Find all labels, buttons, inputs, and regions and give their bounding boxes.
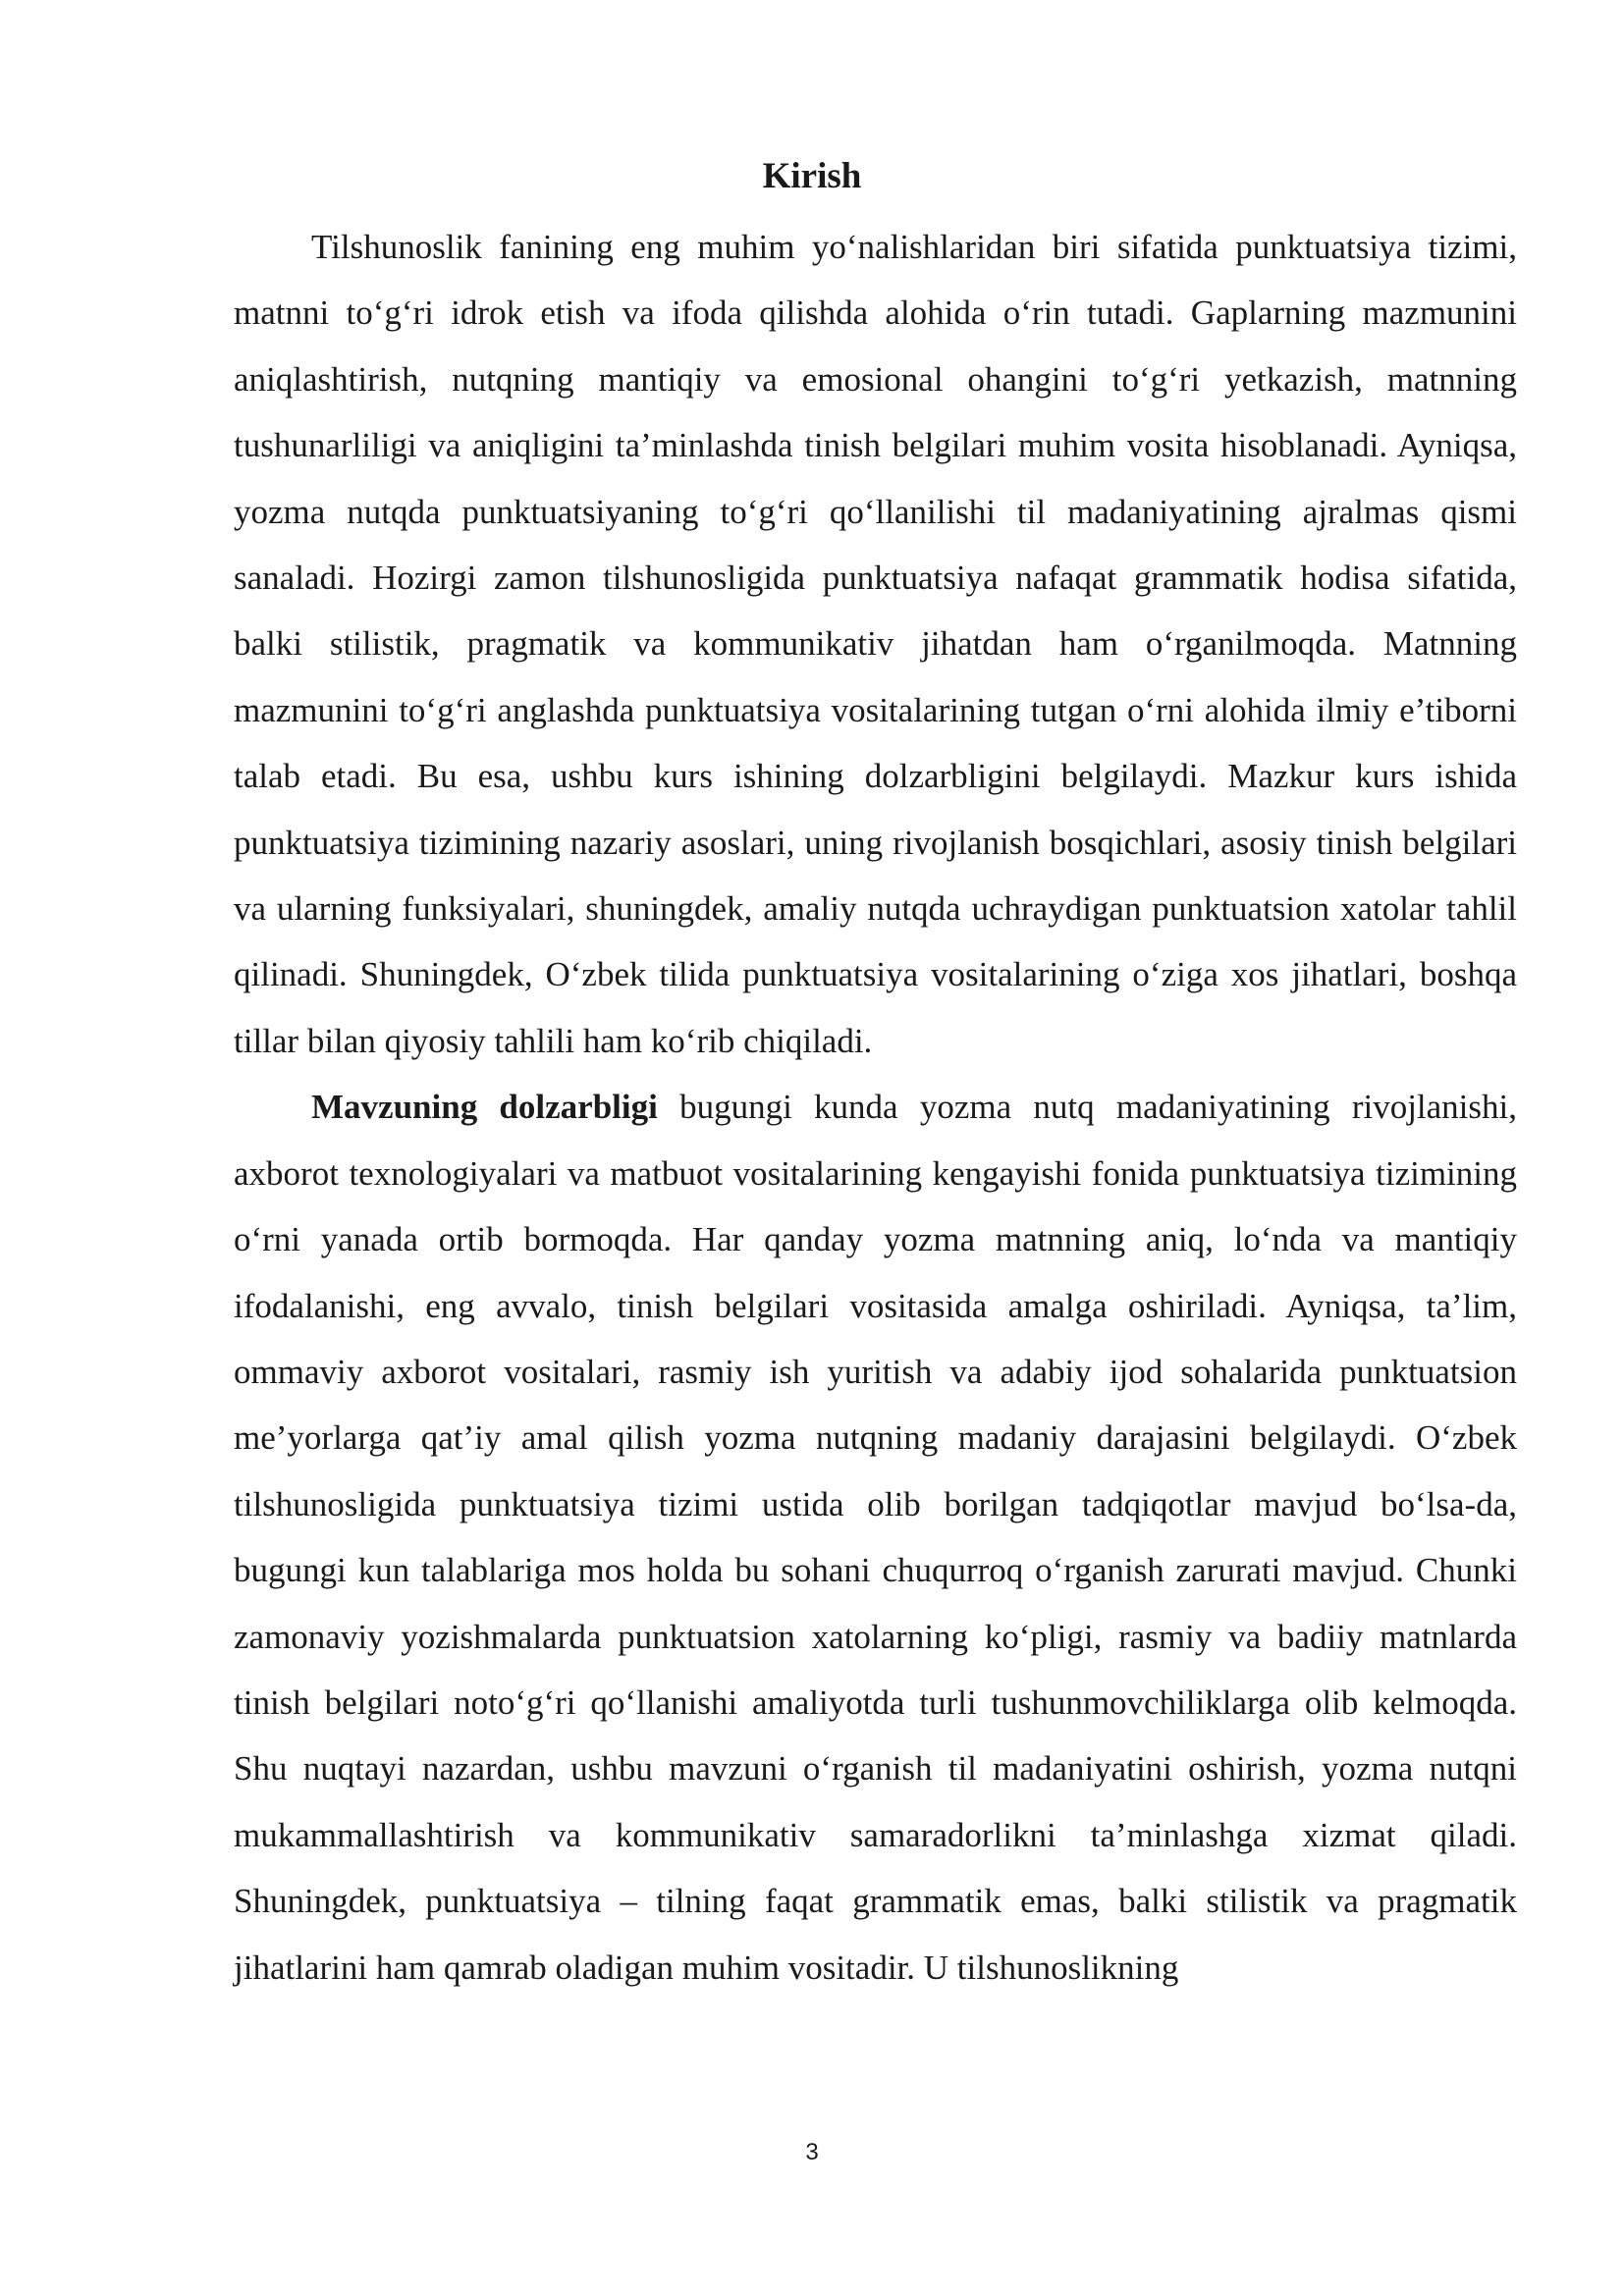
section-heading: Kirish	[762, 156, 862, 196]
paragraph-lead-term: Mavzuning dolzarbligi	[311, 1088, 658, 1127]
page-number: 3	[805, 2139, 819, 2165]
paragraph-relevance	[234, 1074, 1517, 2001]
paragraph-text: bugungi kunda yozma nutq madaniyatining rivojlanishi, axborot texnologiyalari va matbuot vositalarining kengayishi fonida punktuatsiya tizimining o‘rni yanada ortib bormoqda. Har qanday yozma matnning aniq, lo‘nda va mantiqiy ifodalanishi, eng avvalo, tinish belgilari vositasida amalga oshiriladi. Ayniqsa, ta’lim, ommaviy axborot vositalari, rasmiy ish yuritish va adabiy ijod sohalarida punktuatsion me’yorlarga qat’iy amal qilish yozma nutqning madaniy darajasini belgilaydi. O‘zbek tilshunosligida punktuatsiya tizimi ustida olib borilgan tadqiqotlar mavjud bo‘lsa-da, bugungi kun talablariga mos holda bu sohani chuqurroq o‘rganish zarurati mavjud. Chunki zamonaviy yozishmalarda punktuatsion xatolarning ko‘pligi, rasmiy va badiiy matnlarda tinish belgilari noto‘g‘ri qo‘llanishi amaliyotda turli tushunmovchiliklarga olib kelmoqda. Shu nuqtayi nazardan, ushbu mavzuni o‘rganish til madaniyatini oshirish, yozma nutqni mukammallashtirish va kommunikativ samaradorlikni ta’minlashga xizmat qiladi. Shuningdek, punktuatsiya – tilning faqat grammatik emas, balki stilistik va pragmatik jihatlarini ham qamrab oladigan muhim vositadir. U tilshunoslikning	[234, 1088, 1517, 1987]
body-text	[234, 214, 1517, 2001]
paragraph-text: Tilshunoslik fanining eng muhim yo‘nalishlaridan biri sifatida punktuatsiya tizimi, matnni to‘g‘ri idrok etish va ifoda qilishda alohida o‘rin tutadi. Gaplarning mazmunini aniqlashtirish, nutqning mantiqiy va emosional ohangini to‘g‘ri yetkazish, matnning tushunarliligi va aniqligini ta’minlashda tinish belgilari muhim vosita hisoblanadi. Ayniqsa, yozma nutqda punktuatsiyaning to‘g‘ri qo‘llanilishi til madaniyatining ajralmas qismi sanaladi. Hozirgi zamon tilshunosligida punktuatsiya nafaqat grammatik hodisa sifatida, balki stilistik, pragmatik va kommunikativ jihatdan ham o‘rganilmoqda. Matnning mazmunini to‘g‘ri anglashda punktuatsiya vositalarining tutgan o‘rni alohida ilmiy e’tiborni talab etadi. Bu esa, ushbu kurs ishining dolzarbligini belgilaydi. Mazkur kurs ishida punktuatsiya tizimining nazariy asoslari, uning rivojlanish bosqichlari, asosiy tinish belgilari va ularning funksiyalari, shuningdek, amaliy nutqda uchraydigan punktuatsion xatolar tahlil qilinadi. Shuningdek, O‘zbek tilida punktuatsiya vositalarining o‘ziga xos jihatlari, boshqa tillar bilan qiyosiy tahlili ham ko‘rib chiqiladi.	[234, 228, 1517, 1060]
paragraph-introduction	[234, 214, 1517, 1074]
